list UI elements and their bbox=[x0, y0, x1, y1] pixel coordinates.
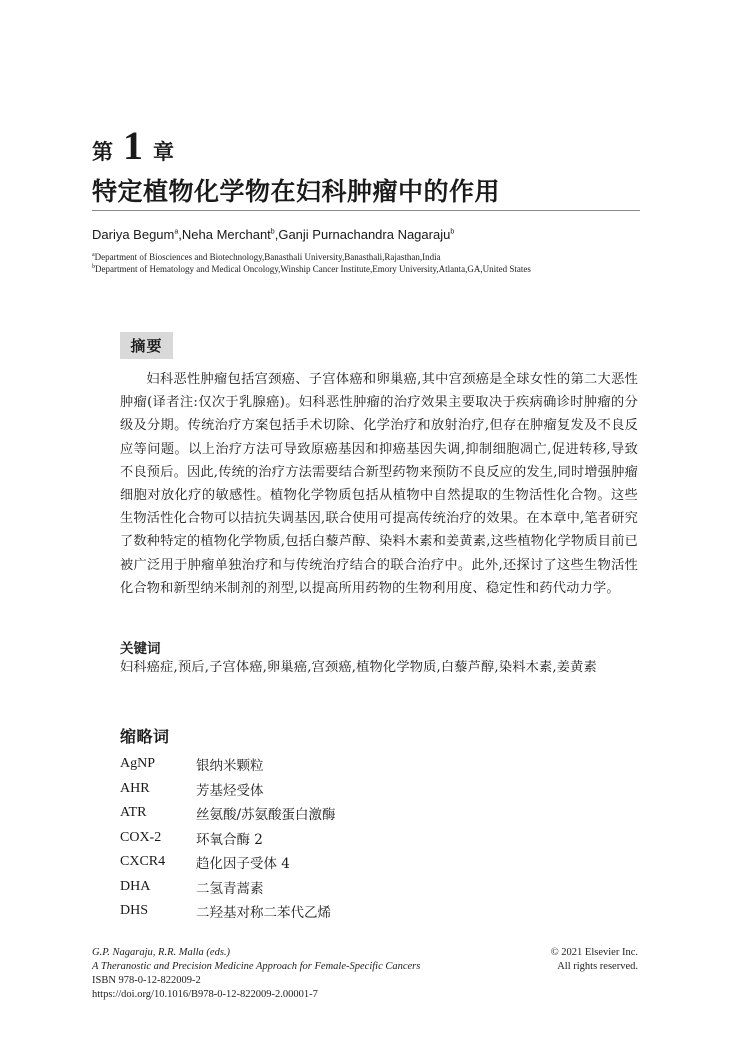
abbreviation-term: 二氢青蒿素 bbox=[196, 880, 264, 897]
chapter-suffix: 章 bbox=[153, 140, 174, 164]
footer-book-title: A Theranostic and Precision Medicine Approach for Female-Specific Cancers bbox=[92, 961, 421, 972]
abbreviation-row bbox=[120, 826, 520, 851]
author-name: Ganji Purnachandra Nagaraju bbox=[278, 227, 451, 242]
abbreviation-row bbox=[120, 850, 520, 875]
affiliation-a bbox=[92, 252, 441, 262]
abbreviation-list bbox=[120, 752, 520, 924]
abbreviation-code: DHA bbox=[120, 878, 151, 894]
abbreviation-code: COX-2 bbox=[120, 829, 162, 845]
chapter-title: 特定植物化学物在妇科肿瘤中的作用 bbox=[92, 177, 501, 206]
abbreviation-term: 二羟基对称二苯代乙烯 bbox=[196, 905, 331, 922]
abbreviation-code: AgNP bbox=[120, 756, 156, 772]
footer-doi-link[interactable]: https://doi.org/10.1016/B978-0-12-822009-2.00001-7 bbox=[92, 989, 318, 1000]
author-list bbox=[92, 227, 454, 242]
abbreviation-code: ATR bbox=[120, 805, 147, 821]
affiliation-mark: b bbox=[92, 264, 95, 270]
rights-text: All rights reserved. bbox=[557, 961, 638, 972]
abbreviation-row bbox=[120, 777, 520, 802]
abbreviation-row bbox=[120, 752, 520, 777]
title-divider bbox=[92, 210, 640, 211]
author-affil-mark: b bbox=[450, 228, 455, 236]
abbreviation-term: 丝氨酸/苏氨酸蛋白激酶 bbox=[196, 807, 336, 824]
footer-citation bbox=[92, 946, 420, 1002]
affiliation-text: Department of Biosciences and Biotechnology,Banasthali University,Banasthali,Rajasthan,India bbox=[94, 252, 441, 262]
affiliation-mark: a bbox=[92, 252, 95, 258]
author-separator: , bbox=[178, 227, 182, 242]
affiliation-text: Department of Hematology and Medical Oncology,Winship Cancer Institute,Emory University,Atlanta,GA,United States bbox=[95, 264, 531, 274]
author-affil-mark: a bbox=[174, 228, 179, 236]
author-name: Dariya Begum bbox=[92, 227, 175, 242]
abbreviation-term: 芳基烃受体 bbox=[196, 782, 264, 799]
keywords-heading: 关键词 bbox=[120, 641, 161, 657]
abstract-text: 妇科恶性肿瘤包括宫颈癌、子宫体癌和卵巢癌,其中宫颈癌是全球女性的第二大恶性肿瘤(译者注:仅次于乳腺癌)。妇科恶性肿瘤的治疗效果主要取决于疾病确诊时肿瘤的分级及分期。传统治疗方案包括手术切除、化学治疗和放射治疗,但存在肿瘤复发及不良反应等问题。以上治疗方法可导致原癌基因和抑癌基因失调,抑制细胞凋亡,促进转移,导致不良预后。因此,传统的治疗方法需要结合新型药物来预防不良反应的发生,同时增强肿瘤细胞对放化疗的敏感性。植物化学物质包括从植物中自然提取的生物活性化合物。这些生物活性化合物可以拮抗失调基因,联合使用可提高传统治疗的效果。在本章中,笔者研究了数种特定的植物化学物质,包括白藜芦醇、染料木素和姜黄素,这些植物化学物质目前已被广泛用于肿瘤单独治疗和与传统治疗结合的联合治疗中。此外,还探讨了这些生物活性化合物和新型纳米制剂的剂型,以提高所用药物的生物利用度、稳定性和药代动力学。 bbox=[120, 372, 638, 596]
author-affil-mark: b bbox=[270, 228, 275, 236]
chapter-prefix: 第 bbox=[92, 140, 113, 164]
abbreviation-term: 环氧合酶 2 bbox=[196, 831, 263, 848]
abstract-heading: 摘要 bbox=[120, 332, 173, 359]
chapter-label bbox=[92, 123, 174, 168]
author-separator: , bbox=[274, 227, 279, 242]
abbreviation-code: CXCR4 bbox=[120, 854, 166, 870]
affiliation-b bbox=[92, 264, 531, 274]
abbreviation-term: 银纳米颗粒 bbox=[196, 758, 264, 775]
abbreviation-row bbox=[120, 875, 520, 900]
copyright-text: © 2021 Elsevier Inc. bbox=[550, 947, 638, 958]
footer-isbn: ISBN 978-0-12-822009-2 bbox=[92, 975, 201, 986]
abbreviations-heading: 缩略词 bbox=[120, 727, 170, 746]
abbreviation-code: DHS bbox=[120, 903, 149, 919]
abbreviation-row bbox=[120, 899, 520, 924]
abbreviation-term: 趋化因子受体 4 bbox=[196, 856, 290, 873]
abbreviation-row bbox=[120, 801, 520, 826]
chapter-number: 1 bbox=[123, 123, 143, 168]
footer-editors: G.P. Nagaraju, R.R. Malla (eds.) bbox=[92, 947, 231, 958]
abbreviation-code: AHR bbox=[120, 780, 150, 796]
keywords-text: 妇科癌症,预后,子宫体癌,卵巢癌,宫颈癌,植物化学物质,白藜芦醇,染料木素,姜黄素 bbox=[120, 660, 597, 675]
author-name: Neha Merchant bbox=[181, 227, 271, 242]
footer-copyright bbox=[551, 946, 638, 974]
